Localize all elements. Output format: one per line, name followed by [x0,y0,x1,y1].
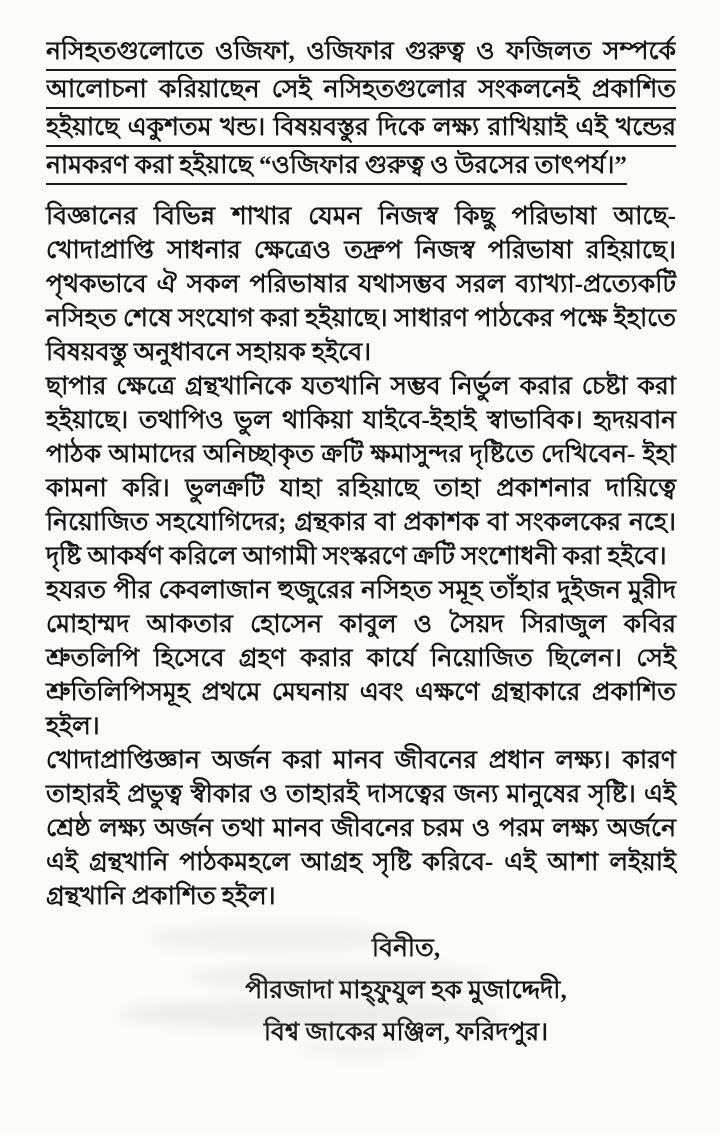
paragraph-scribes: হযরত পীর কেবলাজান হুজুরের নসিহত সমূহ তাঁহার দুইজন মুরীদ মোহাম্মদ আকতার হোসেন কাবুল ও সৈয়দ সিরাজুল কবির শ্রুতলিপি হিসেবে গ্রহণ করার কার্যে নিয়োজিত ছিলেন। সেই শ্রুতিলিপিসমূহ প্রথমে মেঘনায় এবং এক্ষণে গ্রন্থাকারে প্রকাশিত হইল। [46,577,676,740]
paragraph-printing-errors: ছাপার ক্ষেত্রে গ্রন্থখানিকে যতখানি সম্ভব নির্ভুল করার চেষ্টা করা হইয়াছে। তথাপিও ভুল থাকিয়া যাইবে-ইহাই স্বাভাবিক। হৃদয়বান পাঠক আমাদের অনিচ্ছাকৃত ক্রটি ক্ষমাসুন্দর দৃষ্টিতে দেখিবেন- ইহা কামনা করি। ভুলক্রটি যাহা রহিয়াছে তাহা প্রকাশনার দায়িত্বে নিয়োজিত সহযোগিদের; গ্রন্থকার বা প্রকাশক বা সংকলকের নহে। দৃষ্টি আকর্ষণ করিলে আগামী সংস্করণে ক্রটি সংশোধনী করা হইবে। [46,373,676,570]
signature-name: পীরজাদা মাহ্‌ফুযুল হক মুজাদ্দেদী, [245,977,567,1004]
intro-line-1: নসিহতগুলোতে ওজিফা, ওজিফার গুরুত্ব ও ফজিলত সম্পর্কে [46,36,676,71]
intro-line-2: আলোচনা করিয়াছেন সেই নসিহতগুলোর সংকলনেই প্রকাশিত [46,74,676,109]
paragraph-purpose: খোদাপ্রাপ্তিজ্ঞান অর্জন করা মানব জীবনের প্রধান লক্ষ্য। কারণ তাহারই প্রভুত্ব স্বীকার ও তাহারই দাসত্বের জন্য মানুষের সৃষ্টি। এই শ্রেষ্ঠ লক্ষ্য অর্জন তথা মানব জীবনের চরম ও পরম লক্ষ্য অর্জনে এই গ্রন্থখানি পাঠকমহলে আগ্রহ সৃষ্টি করিবে- এই আশা লইয়াই গ্রন্থখানি প্রকাশিত হইল। [46,747,676,910]
signature-salutation: বিনীত, [371,935,441,962]
intro-line-3: হইয়াছে একুশতম খন্ড। বিষয়বস্তুর দিকে লক্ষ্য রাখিয়াই এই খন্ডের [46,112,676,147]
signature-address: বিশ্ব জাকের মঞ্জিল, ফরিদপুর। [263,1019,549,1046]
paragraph-terminology: বিজ্ঞানের বিভিন্ন শাখার যেমন নিজস্ব কিছু পরিভাষা আছে- খোদাপ্রাপ্তি সাধনার ক্ষেত্রেও তদ্রুপ নিজস্ব পরিভাষা রহিয়াছে। পৃথকভাবে ঐ সকল পরিভাষার যথাসম্ভব সরল ব্যাখ্যা-প্রত্যেকটি নসিহত শেষে সংযোগ করা হইয়াছে। সাধারণ পাঠকের পক্ষে ইহাতে বিষয়বস্তু অনুধাবনে সহায়ক হইবে। [46,203,676,366]
intro-underlined-paragraph [46,36,676,198]
intro-line-4: নামকরণ করা হইয়াছে “ওজিফার গুরুত্ব ও উরসের তাৎপর্য।” [46,150,627,185]
signature-block [191,928,621,1054]
